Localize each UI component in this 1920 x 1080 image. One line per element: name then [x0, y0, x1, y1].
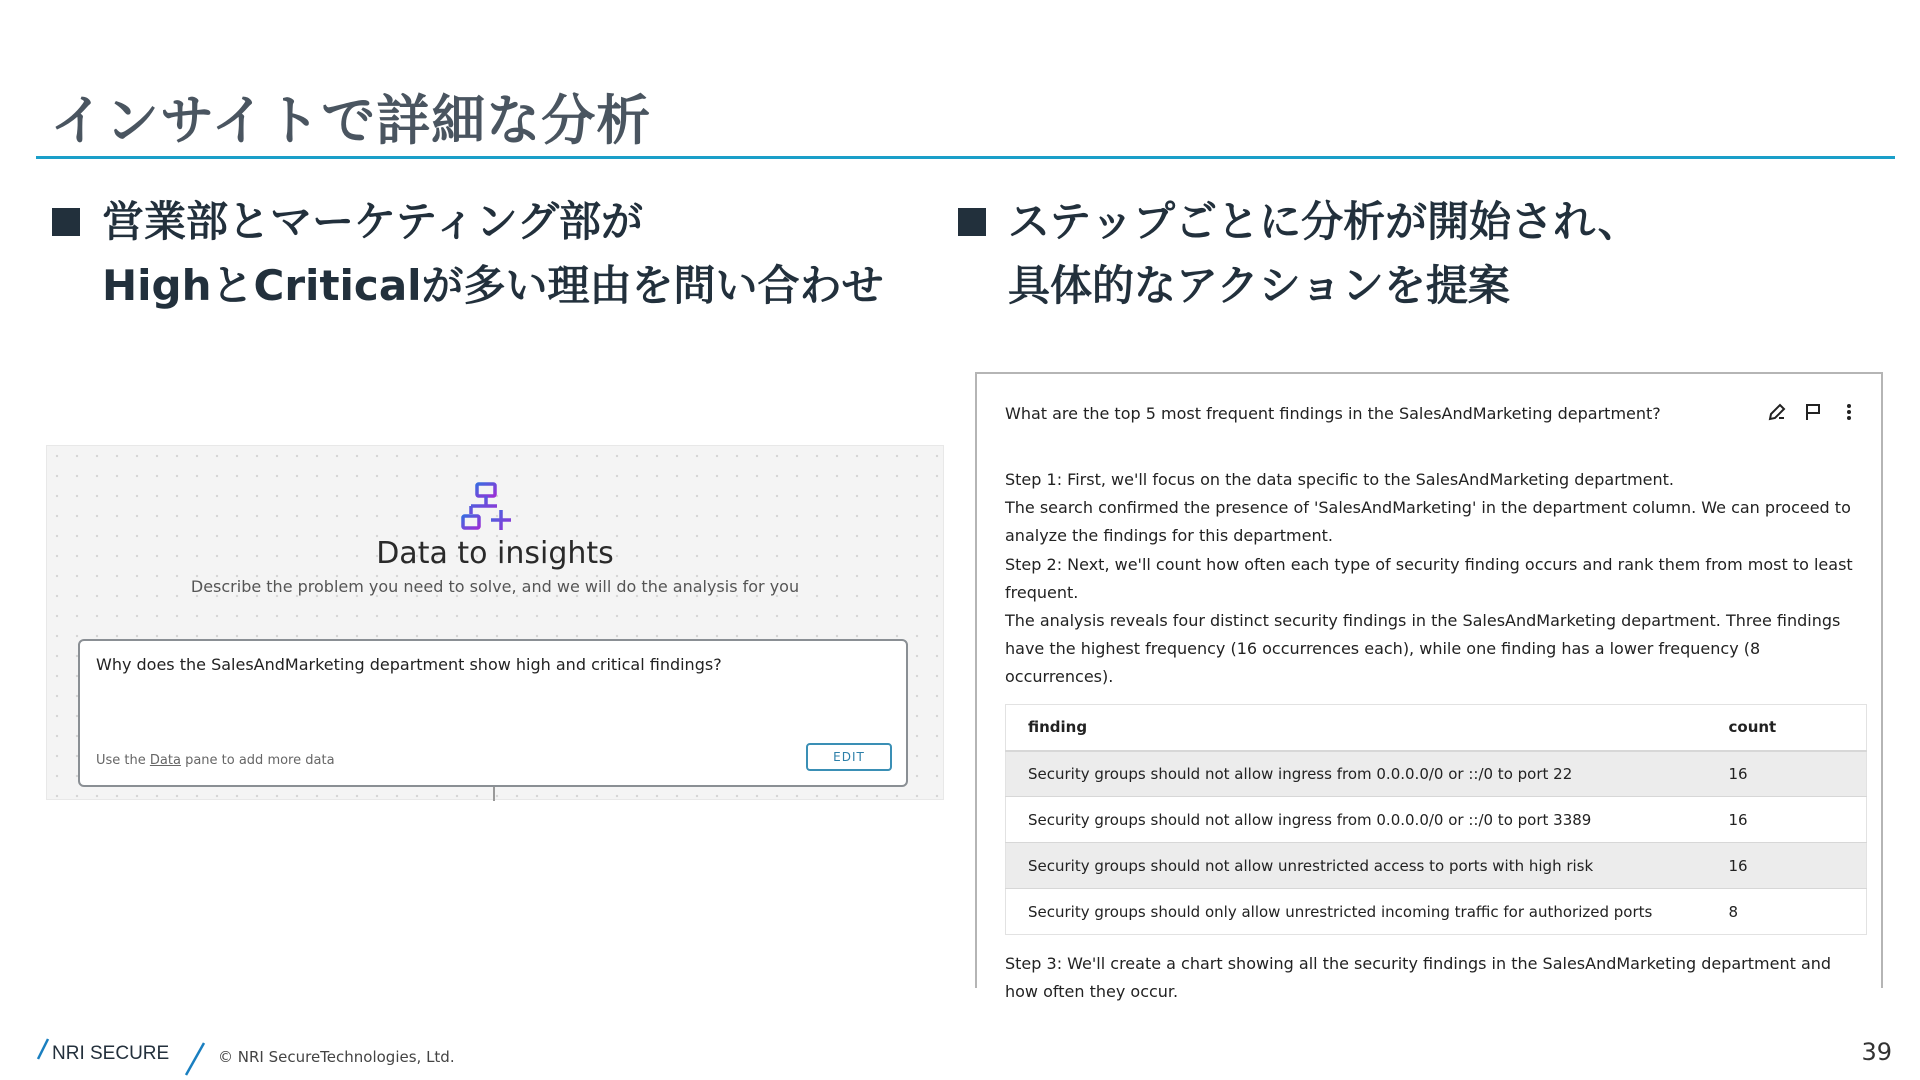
copyright: © NRI SecureTechnologies, Ltd.: [218, 1048, 455, 1066]
table-row: [1006, 751, 1867, 797]
analysis-steps: [1005, 466, 1865, 692]
table-row: [1006, 889, 1867, 935]
count-cell: 8: [1705, 889, 1867, 935]
step-line: The analysis reveals four distinct security findings in the SalesAndMarketing department. Three findings have the highest frequency (16 occurrences each), while one finding has a lower frequency (8 occurrences).: [1005, 611, 1841, 687]
bullet-square-icon: [52, 208, 80, 236]
step-line: The search confirmed the presence of 'SalesAndMarketing' in the department column. We can proceed to analyze the findings for this department.: [1005, 498, 1851, 546]
title-rule: [36, 156, 1895, 159]
dti-subtitle: Describe the problem you need to solve, and we will do the analysis for you: [190, 577, 800, 596]
bullet-line: ステップごとに分析が開始され、: [1008, 197, 1640, 246]
bullet-line: 具体的なアクションを提案: [1008, 261, 1510, 310]
edit-icon[interactable]: [1767, 402, 1787, 422]
count-cell: 16: [1705, 797, 1867, 843]
page-number: 39: [1861, 1038, 1892, 1066]
finding-cell: Security groups should not allow unrestricted access to ports with high risk: [1006, 843, 1705, 889]
question-text: What are the top 5 most frequent findings in the SalesAndMarketing department?: [1005, 404, 1661, 423]
count-cell: 16: [1705, 843, 1867, 889]
bullet-square-icon: [958, 208, 986, 236]
bullet-line: HighとCriticalが多い理由を問い合わせ: [102, 261, 884, 310]
data-to-insights-screenshot: [46, 445, 944, 800]
prompt-input[interactable]: [78, 639, 908, 787]
connector-stem: [493, 787, 495, 801]
edit-button[interactable]: EDIT: [806, 743, 892, 771]
table-row: [1006, 797, 1867, 843]
nri-secure-logo: [36, 1035, 216, 1075]
flag-icon[interactable]: [1803, 402, 1823, 422]
data-pane-link[interactable]: Data: [149, 753, 181, 768]
step-3-text: Step 3: We'll create a chart showing all the security findings in the SalesAndMarketing department and how often they occur.: [1005, 954, 1832, 1001]
analysis-screenshot: [975, 372, 1883, 1001]
slide-title: インサイトで詳細な分析: [50, 89, 652, 152]
flowchart-plus-icon: [461, 480, 517, 536]
step-line: Step 2: Next, we'll count how often each type of security finding occurs and rank them from most to least frequent.: [1005, 554, 1853, 602]
bullet-line: 営業部とマーケティング部が: [102, 197, 643, 246]
dti-title: Data to insights: [376, 536, 614, 571]
table-header-row: [1006, 705, 1867, 751]
svg-text:NRI SECURE: NRI SECURE: [52, 1043, 170, 1064]
finding-cell: Security groups should not allow ingress from 0.0.0.0/0 or ::/0 to port 3389: [1006, 797, 1705, 843]
finding-cell: Security groups should only allow unrestricted incoming traffic for authorized ports: [1006, 889, 1705, 935]
column-header-finding[interactable]: finding: [1006, 705, 1705, 751]
question-actions: [1767, 402, 1859, 422]
prompt-text: Why does the SalesAndMarketing department show high and critical findings?: [96, 655, 722, 674]
finding-cell: Security groups should not allow ingress from 0.0.0.0/0 or ::/0 to port 22: [1006, 751, 1705, 797]
column-header-count[interactable]: count: [1705, 705, 1867, 751]
more-icon[interactable]: [1839, 402, 1859, 422]
step-line: Step 1: First, we'll focus on the data specific to the SalesAndMarketing department.: [1005, 470, 1675, 489]
bullet-left: [52, 190, 952, 318]
bullet-right: [958, 190, 1858, 318]
prompt-hint: Use the Data pane to add more data: [96, 753, 335, 768]
count-cell: 16: [1705, 751, 1867, 797]
table-row: [1006, 843, 1867, 889]
findings-table: [1005, 704, 1867, 935]
